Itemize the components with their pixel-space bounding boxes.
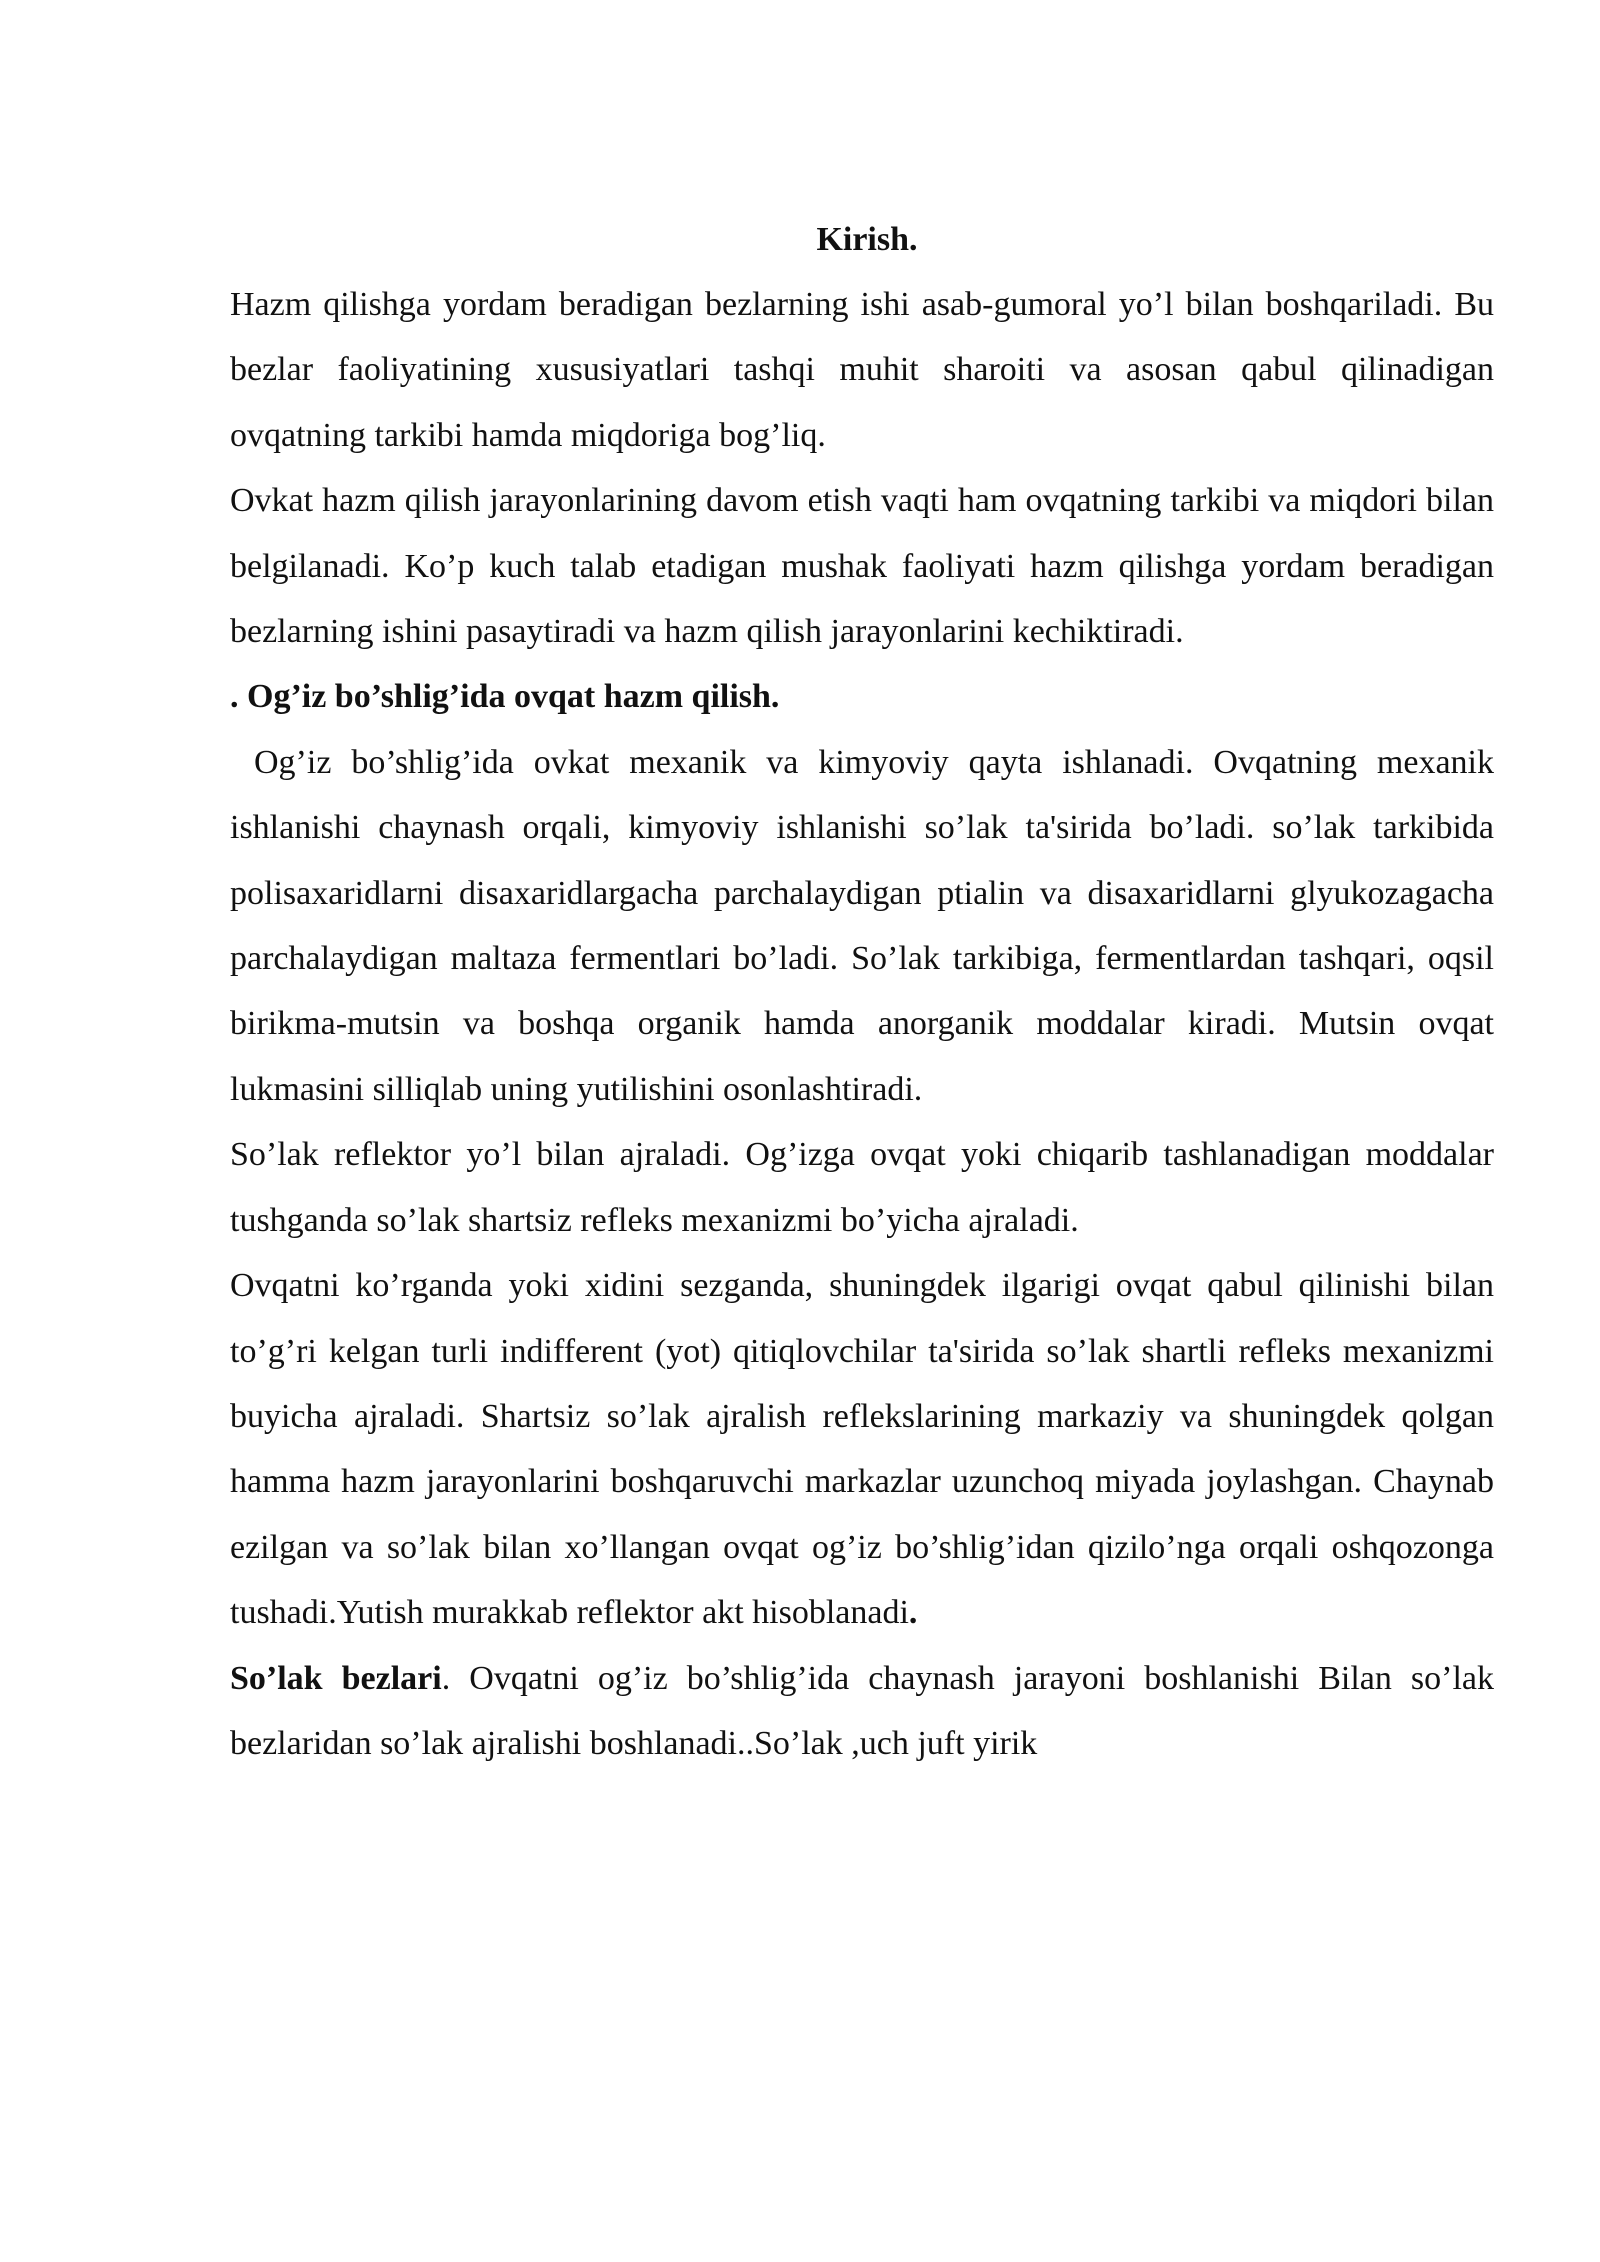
- paragraph-intro-1: Hazm qilishga yordam beradigan bezlarning ishi asab-gumoral yo’l bilan boshqariladi. Bu bezlar faoliyatining xususiyatlari tashqi muhit sharoiti va asosan qabul qilinadigan ovqatning tarkibi hamda miqdoriga bog’liq.: [230, 286, 1494, 454]
- paragraph-section-1: Og’iz bo’shlig’ida ovkat mexanik va kimyoviy qayta ishlanadi. Ovqatning mexanik ishlanishi chaynash orqali, kimyoviy ishlanishi so’lak ta'sirida bo’ladi. so’lak tarkibida polisaxaridlarni disaxaridlargacha parchalaydigan ptialin va disaxaridlarni glyukozagacha parchalaydigan maltaza fermentlari bo’ladi. So’lak tarkibiga, fermentlardan tashqari, oqsil birikma-mutsin va boshqa organik hamda anorganik moddalar kiradi. Mutsin ovqat lukmasini silliqlab uning yutilishini osonlashtiradi.: [230, 743, 1494, 1108]
- section-heading: . Og’iz bo’shlig’ida ovqat hazm qilish.: [230, 678, 780, 716]
- paragraph-section-3-text: Ovqatni ko’rganda yoki xidini sezganda, shuningdek ilgarigi ovqat qabul qilinishi bilan to’g’ri kelgan turli indifferent (yot) qitiqlovchilar ta'sirida so’lak shartli refleks mexanizmi buyicha ajraladi. Shartsiz so’lak ajralish reflekslarining markaziy va shuningdek qolgan hamma hazm jarayonlarini boshqaruvchi markazlar uzunchoq miyada joylashgan. Chaynab ezilgan va so’lak bilan xo’llangan ovqat og’iz bo’shlig’idan qizilo’nga orqali oshqozonga tushadi.Yutish murakkab reflektor akt hisoblanadi: [230, 1267, 1494, 1632]
- document-page: [230, 207, 1494, 1776]
- paragraph-section-3-end: .: [908, 1594, 918, 1632]
- paragraph-intro-2: Ovkat hazm qilish jarayonlarining davom etish vaqti ham ovqatning tarkibi va miqdori bilan belgilanadi. Ko’p kuch talab etadigan mushak faoliyati hazm qilishga yordam beradigan bezlarning ishini pasaytiradi va hazm qilish jarayonlarini kechiktiradi.: [230, 482, 1494, 651]
- paragraph-final: [230, 1646, 1494, 1777]
- final-heading-bold: So’lak bezlari: [230, 1659, 442, 1697]
- final-paragraph-text: . Ovqatni og’iz bo’shlig’ida chaynash jarayoni boshlanishi Bilan so’lak bezlaridan so’lak ajralishi boshlanadi..So’lak ,uch juft yirik: [230, 1659, 1494, 1762]
- document-title: Kirish.: [816, 221, 918, 258]
- paragraph-section-2: So’lak reflektor yo’l bilan ajraladi. Og’izga ovqat yoki chiqarib tashlanadigan moddalar tushganda so’lak shartsiz refleks mexanizmi bo’yicha ajraladi.: [230, 1136, 1494, 1239]
- paragraph-section-3: [230, 1253, 1494, 1645]
